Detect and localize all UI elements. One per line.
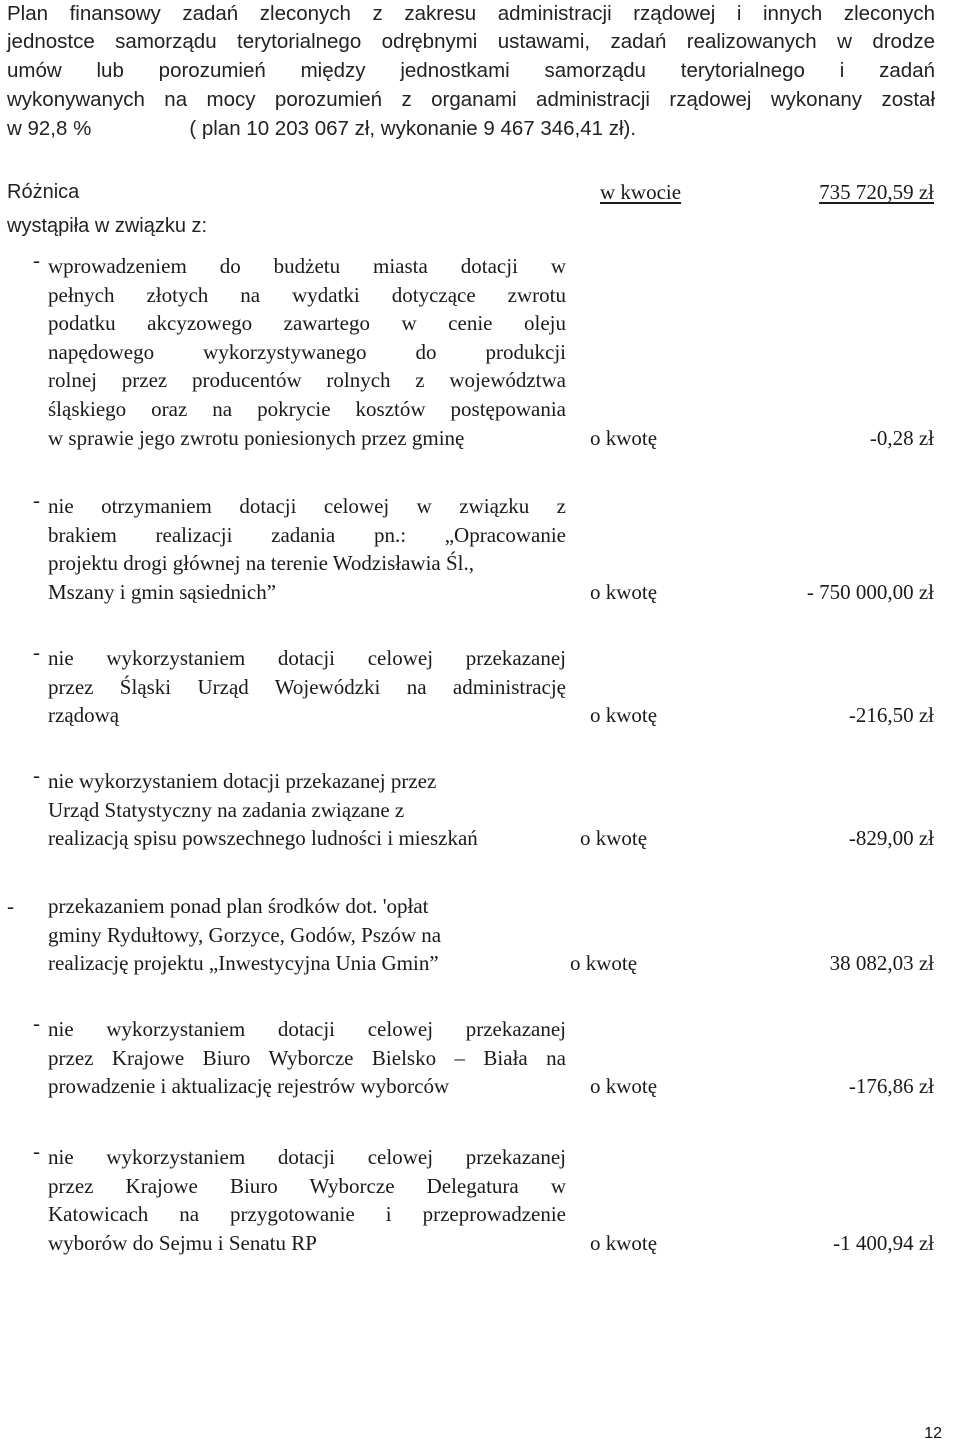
item-kwote-label: o kwotę [590, 426, 658, 450]
item-amount: -216,50 zł [848, 703, 934, 727]
item-kwote-label: o kwotę [590, 580, 658, 604]
item-line: wprowadzeniem do budżetu miasta dotacji w [48, 254, 566, 278]
item-line: przez Krajowe Biuro Wyborcze Bielsko – Biała na [48, 1046, 566, 1070]
item-kwote-label: o kwotę [590, 1074, 658, 1098]
item-line: wyborów do Sejmu i Senatu RP [48, 1231, 317, 1255]
item-line: przez Śląski Urząd Wojewódzki na administrację [48, 675, 566, 699]
item-line: śląskiego oraz na pokrycie kosztów postępowania [48, 397, 566, 421]
item-line: Mszany i gmin sąsiednich” [48, 580, 277, 604]
list-dash: - [33, 488, 40, 512]
item-line: Urząd Statystyczny na zadania związane z [48, 798, 405, 822]
item-line: Katowicach na przygotowanie i przeprowadzenie [48, 1202, 566, 1226]
item-line: brakiem realizacji zadania pn.: „Opracowanie [48, 523, 566, 547]
summary-subtitle: wystąpiła w związku z: [7, 215, 208, 237]
item-line: pełnych złotych na wydatki dotyczące zwrotu [48, 283, 566, 307]
item-line: napędowego wykorzystywanego do produkcji [48, 340, 566, 364]
item-line: rządową [48, 703, 120, 727]
intro-line-5 [7, 115, 935, 143]
item-kwote-label: o kwotę [590, 1231, 658, 1255]
item-kwote-label: o kwotę [570, 951, 638, 975]
item-amount: 38 082,03 zł [829, 951, 934, 975]
item-amount: -829,00 zł [848, 826, 934, 850]
intro-line-3: umów lub porozumień między jednostkami samorządu terytorialnego i zadań [7, 59, 935, 82]
item-line: przekazaniem ponad plan środków dot. 'opłat [48, 894, 429, 918]
item-line: nie wykorzystaniem dotacji celowej przekazanej [48, 1017, 566, 1041]
item-amount: -1 400,94 zł [833, 1231, 934, 1255]
summary-kwota-label: w kwocie [600, 180, 682, 204]
intro-line-1: Plan finansowy zadań zleconych z zakresu administracji rządowej i innych zleconych [7, 2, 935, 25]
item-line: nie wykorzystaniem dotacji przekazanej przez [48, 769, 437, 793]
list-dash: - [33, 763, 40, 787]
item-kwote-label: o kwotę [590, 703, 658, 727]
item-amount: -0,28 zł [869, 426, 934, 450]
item-line: podatku akcyzowego zawartego w cenie oleju [48, 311, 566, 335]
list-dash: - [33, 1139, 40, 1163]
item-amount: - 750 000,00 zł [806, 580, 934, 604]
item-line: nie wykorzystaniem dotacji celowej przekazanej [48, 646, 566, 670]
item-line: nie otrzymaniem dotacji celowej w związku z [48, 494, 566, 518]
list-dash: - [33, 1011, 40, 1035]
list-dash: - [33, 248, 40, 272]
list-dash: - [33, 640, 40, 664]
intro-line-4: wykonywanych na mocy porozumień z organami administracji rządowej wykonany został [7, 88, 935, 111]
item-amount: -176,86 zł [848, 1074, 934, 1098]
item-kwote-label: o kwotę [580, 826, 648, 850]
summary-label: Różnica [7, 181, 80, 203]
page-number: 12 [924, 1425, 942, 1442]
item-line: prowadzenie i aktualizację rejestrów wyborców [48, 1074, 450, 1098]
summary-amount: 735 720,59 zł [819, 180, 934, 204]
intro-plan-execution: ( plan 10 203 067 zł, wykonanie 9 467 346,41 zł). [189, 117, 637, 140]
item-line: realizację projektu „Inwestycyjna Unia Gmin” [48, 951, 439, 975]
item-line: przez Krajowe Biuro Wyborcze Delegatura w [48, 1174, 566, 1198]
list-dash: - [7, 894, 14, 918]
item-line: nie wykorzystaniem dotacji celowej przekazanej [48, 1145, 566, 1169]
item-line: rolnej przez producentów rolnych z województwa [48, 368, 566, 392]
item-line: projektu drogi głównej na terenie Wodzisławia Śl., [48, 551, 474, 575]
item-line: gminy Rydułtowy, Gorzyce, Godów, Pszów na [48, 923, 442, 947]
intro-percent: w 92,8 % [7, 117, 92, 140]
intro-line-2: jednostce samorządu terytorialnego odrębnymi ustawami, zadań realizowanych w drodze [7, 30, 935, 53]
item-line: realizacją spisu powszechnego ludności i mieszkań [48, 826, 478, 850]
item-line: w sprawie jego zwrotu poniesionych przez gminę [48, 426, 465, 450]
